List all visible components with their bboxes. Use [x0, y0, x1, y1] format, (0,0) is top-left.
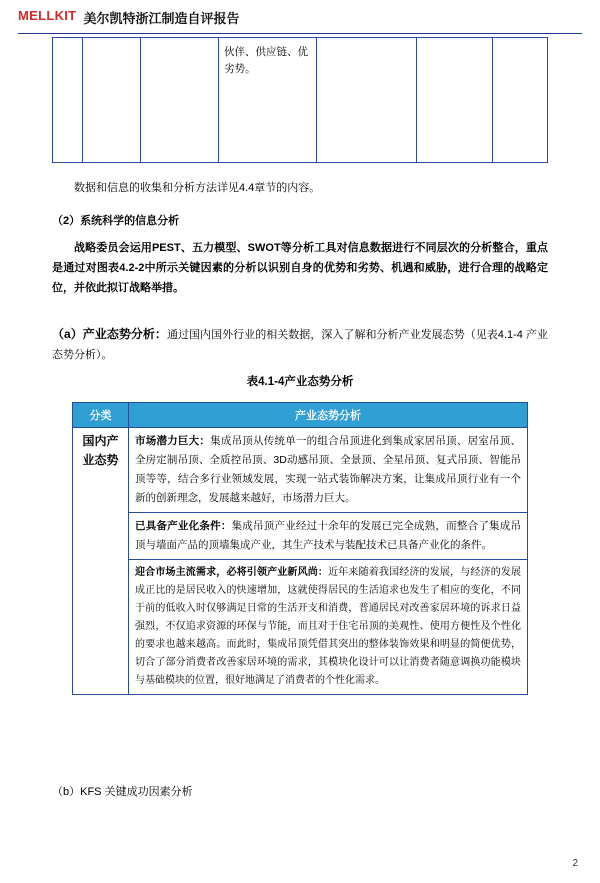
table-col-2: [83, 38, 141, 162]
continued-cell-text: 伙伴、供应链、优劣势。: [224, 46, 308, 75]
table-row: [73, 513, 528, 560]
text-industrialization-conditions: 集成吊顶产业经过十余年的发展已完全成熟，而整合了集成吊顶与墙面产品的顶墙集成产业，其生产技术与装配技术已具备产业化的条件。: [135, 520, 522, 551]
table-col-3: [141, 38, 219, 162]
table-col-6: [417, 38, 493, 162]
paragraph-section-2-heading: （2）系统科学的信息分析: [52, 215, 180, 227]
header-title: 美尔凯特浙江制造自评报告: [83, 11, 240, 26]
text-industry-trend-intro: 通过国内国外行业的相关数据，深入了解和分析产业发展态势（见表4.1-4 产业态势分析）。: [52, 329, 548, 361]
paragraph-analysis-tools: 战略委员会运用PEST、五力模型、SWOT等分析工具对信息数据进行不同层次的分析整合，重点是通过对图表4.2-2中所示关键因素的分析以识别自身的优势和劣势、机遇和威胁，进行合理的战略定位，并依此拟订战略举措。: [52, 242, 548, 294]
lead-industrialization-conditions: 已具备产业化条件：: [135, 520, 232, 532]
cell-mainstream-demand: [129, 560, 528, 695]
table-col-7: [493, 38, 547, 162]
table-row: [73, 428, 528, 513]
paragraph-data-methods: 数据和信息的收集和分析方法详见4.4章节的内容。: [74, 182, 321, 194]
lead-market-potential: 市场潜力巨大：: [135, 435, 211, 447]
page-header: [18, 8, 582, 34]
table-header-row: [73, 403, 528, 428]
text-market-potential: 集成吊顶从传统单一的组合吊顶进化到集成家居吊顶、居室吊顶、全房定制吊顶、全质控吊顶、3D动感吊顶、全景顶、全星吊顶、复式吊顶、智能吊顶等等，结合多行业领域发展，实现一站式装饰解决方案，让集成吊顶行业有一个新的创新理念，发展越来越好，市场潜力巨大。: [135, 435, 522, 504]
paragraph-industry-trend-intro: [52, 324, 548, 365]
brand-logo: MELLKIT: [18, 8, 77, 23]
table-caption: 表4.1-4产业态势分析: [246, 376, 354, 388]
page-number: 2: [572, 858, 578, 869]
continued-table: [52, 37, 548, 163]
industry-trend-table: [72, 402, 528, 695]
cell-market-potential: [129, 428, 528, 513]
row-label-domestic-industry: 国内产业态势: [73, 428, 129, 695]
header-category: 分类: [73, 403, 129, 428]
header-content: 产业态势分析: [129, 403, 528, 428]
text-mainstream-demand: 近年来随着我国经济的发展，与经济的发展成正比的是居民收入的快速增加，这就使得居民的生活追求也发生了相应的变化，不同于前的低收入时仅够满足日常的生活开支和消费，普通居民对改善家居环境的诉求日益强烈，不仅追求资源的环保与节能，而且对于住宅吊顶的美观性、使用方便性及个性化的要求也越来越高。而此时，集成吊顶凭借其突出的整体装饰效果和明显的简便优势，切合了部分消费者改善家居环境的需求，其模块化设计可以让消费者随意调换功能模块与基础模块的位置，很好地满足了消费者的个性化需求。: [135, 567, 522, 686]
table-col-1: [53, 38, 83, 162]
table-col-5: [317, 38, 417, 162]
cell-industrialization-conditions: [129, 513, 528, 560]
lead-mainstream-demand: 迎合市场主流需求，必将引领产业新风尚：: [135, 567, 329, 578]
label-industry-trend-analysis: （a）产业态势分析：: [52, 327, 167, 341]
paragraph-kfs-heading: （b）KFS 关键成功因素分析: [52, 786, 193, 798]
table-row: [73, 560, 528, 695]
table-col-4: [219, 38, 317, 162]
